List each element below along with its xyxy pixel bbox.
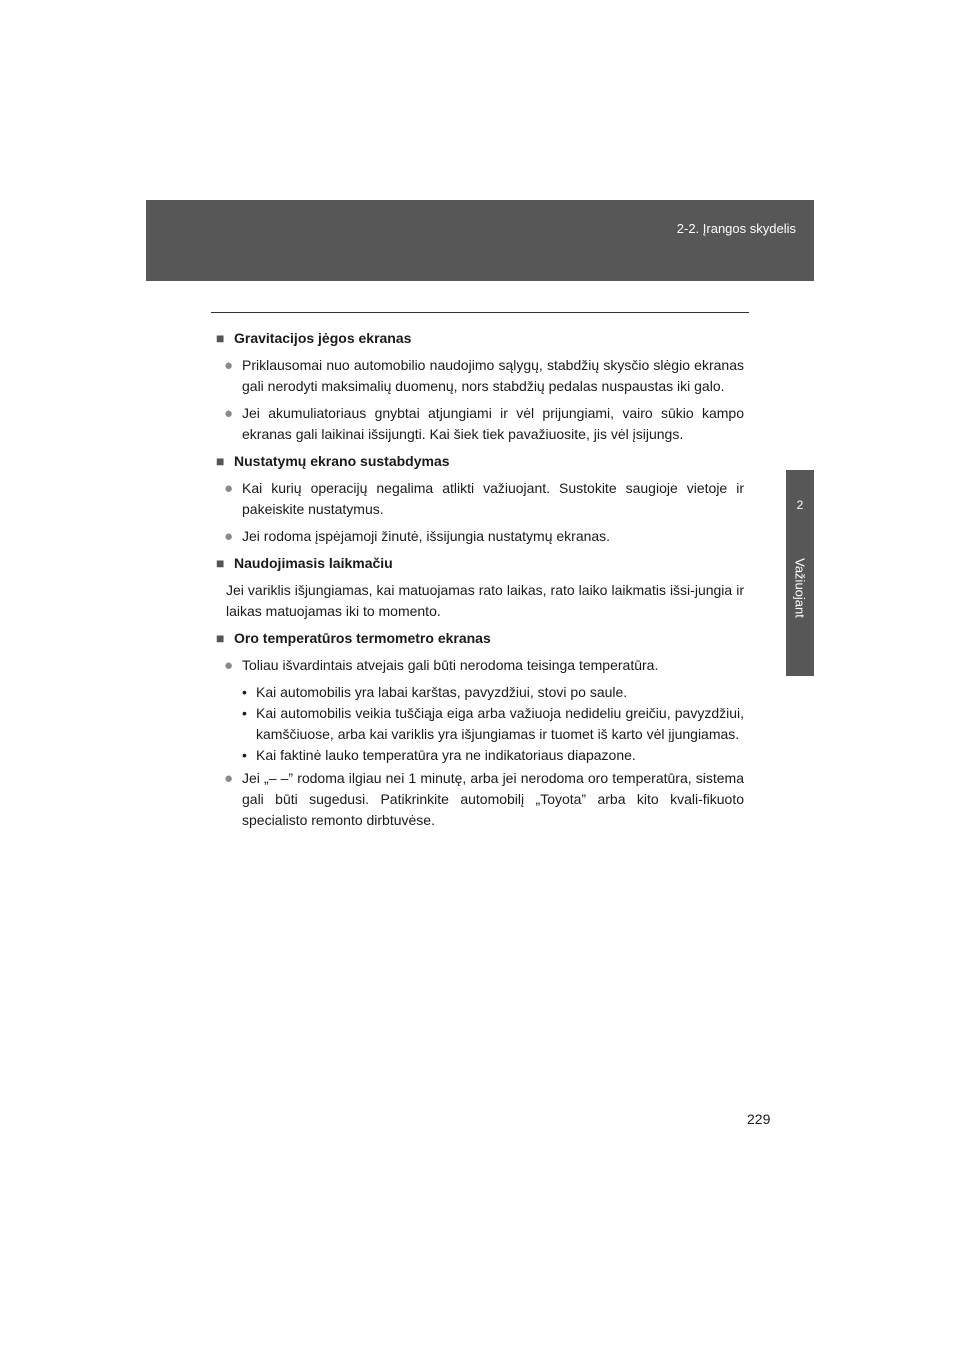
sub-list-item <box>216 703 744 745</box>
heading-text: Oro temperatūros termometro ekranas <box>234 630 491 646</box>
heading-text: Gravitacijos jėgos ekranas <box>234 330 412 346</box>
chapter-label: Važiuojant <box>792 558 808 618</box>
section-heading <box>216 451 744 472</box>
sub-list <box>216 682 744 766</box>
dot-bullet-icon: • <box>242 684 247 700</box>
list-item <box>216 478 744 520</box>
chapter-number: 2 <box>796 498 804 512</box>
list-item <box>216 403 744 445</box>
list-item-text: Jei rodoma įspėjamoji žinutė, išsijungia nustatymų ekranas. <box>242 528 611 544</box>
list-item <box>216 655 744 676</box>
dot-bullet-icon: • <box>242 705 247 721</box>
list-item-text: Jei akumuliatoriaus gnybtai atjungiami ir vėl prijungiami, vairo sūkio kampo ekranas gali laikinai išsijungti. Kai šiek tiek pavažiuosite, jis vėl įsijungs. <box>242 405 744 442</box>
list-item-text: Kai kurių operacijų negalima atlikti važiuojant. Sustokite saugioje vietoje ir pakeiskite nustatymus. <box>242 480 744 517</box>
circle-bullet-icon: ● <box>224 357 234 374</box>
chapter-side-tab <box>786 470 814 676</box>
sub-list-item-text: Kai automobilis yra labai karštas, pavyzdžiui, stovi po saule. <box>256 684 628 700</box>
circle-bullet-icon: ● <box>224 770 234 787</box>
sub-list-item-text: Kai faktinė lauko temperatūra yra ne indikatoriaus diapazone. <box>256 747 636 763</box>
dot-bullet-icon: • <box>242 747 247 763</box>
list-item-text: Priklausomai nuo automobilio naudojimo sąlygų, stabdžių skysčio slėgio ekranas gali nerodyti maksimalių duomenų, nors stabdžių pedalas nuspaustas iki galo. <box>242 357 744 394</box>
sub-list-item <box>216 682 744 703</box>
square-bullet-icon: ■ <box>216 453 225 469</box>
circle-bullet-icon: ● <box>224 528 234 545</box>
heading-text: Nustatymų ekrano sustabdymas <box>234 453 450 469</box>
square-bullet-icon: ■ <box>216 630 225 646</box>
header-divider <box>211 312 749 313</box>
paragraph: Jei variklis išjungiamas, kai matuojamas rato laikas, rato laiko laikmatis išsi-jungia ir laikas matuojamas iki to momento. <box>226 582 744 619</box>
list-item-text: Toliau išvardintais atvejais gali būti nerodoma teisinga temperatūra. <box>242 657 659 673</box>
circle-bullet-icon: ● <box>224 657 234 674</box>
section-title: 2-2. Įrangos skydelis <box>676 221 796 236</box>
list-item-text: Jei „– –” rodoma ilgiau nei 1 minutę, arba jei nerodoma oro temperatūra, sistema gali būti sugedusi. Patikrinkite automobilį „Toyota” arba kito kvali-fikuoto specialisto remonto dirbtuvėse. <box>242 770 744 828</box>
circle-bullet-icon: ● <box>224 480 234 497</box>
sub-list-item <box>216 745 744 766</box>
sub-list-item-text: Kai automobilis veikia tuščiąja eiga arba važiuoja nedideliu greičiu, pavyzdžiui, kamščiuose, arba kai variklis yra išjungiamas ir tuomet iš karto vėl įjungiamas. <box>256 705 744 742</box>
section-heading <box>216 628 744 649</box>
section-heading <box>216 553 744 574</box>
header-band <box>146 200 814 281</box>
square-bullet-icon: ■ <box>216 555 225 571</box>
square-bullet-icon: ■ <box>216 330 225 346</box>
heading-text: Naudojimasis laikmačiu <box>234 555 393 571</box>
section-heading <box>216 328 744 349</box>
list-item <box>216 526 744 547</box>
page-number: 229 <box>747 1111 771 1127</box>
circle-bullet-icon: ● <box>224 405 234 422</box>
list-item <box>216 355 744 397</box>
page-content <box>216 328 744 837</box>
list-item <box>216 768 744 831</box>
